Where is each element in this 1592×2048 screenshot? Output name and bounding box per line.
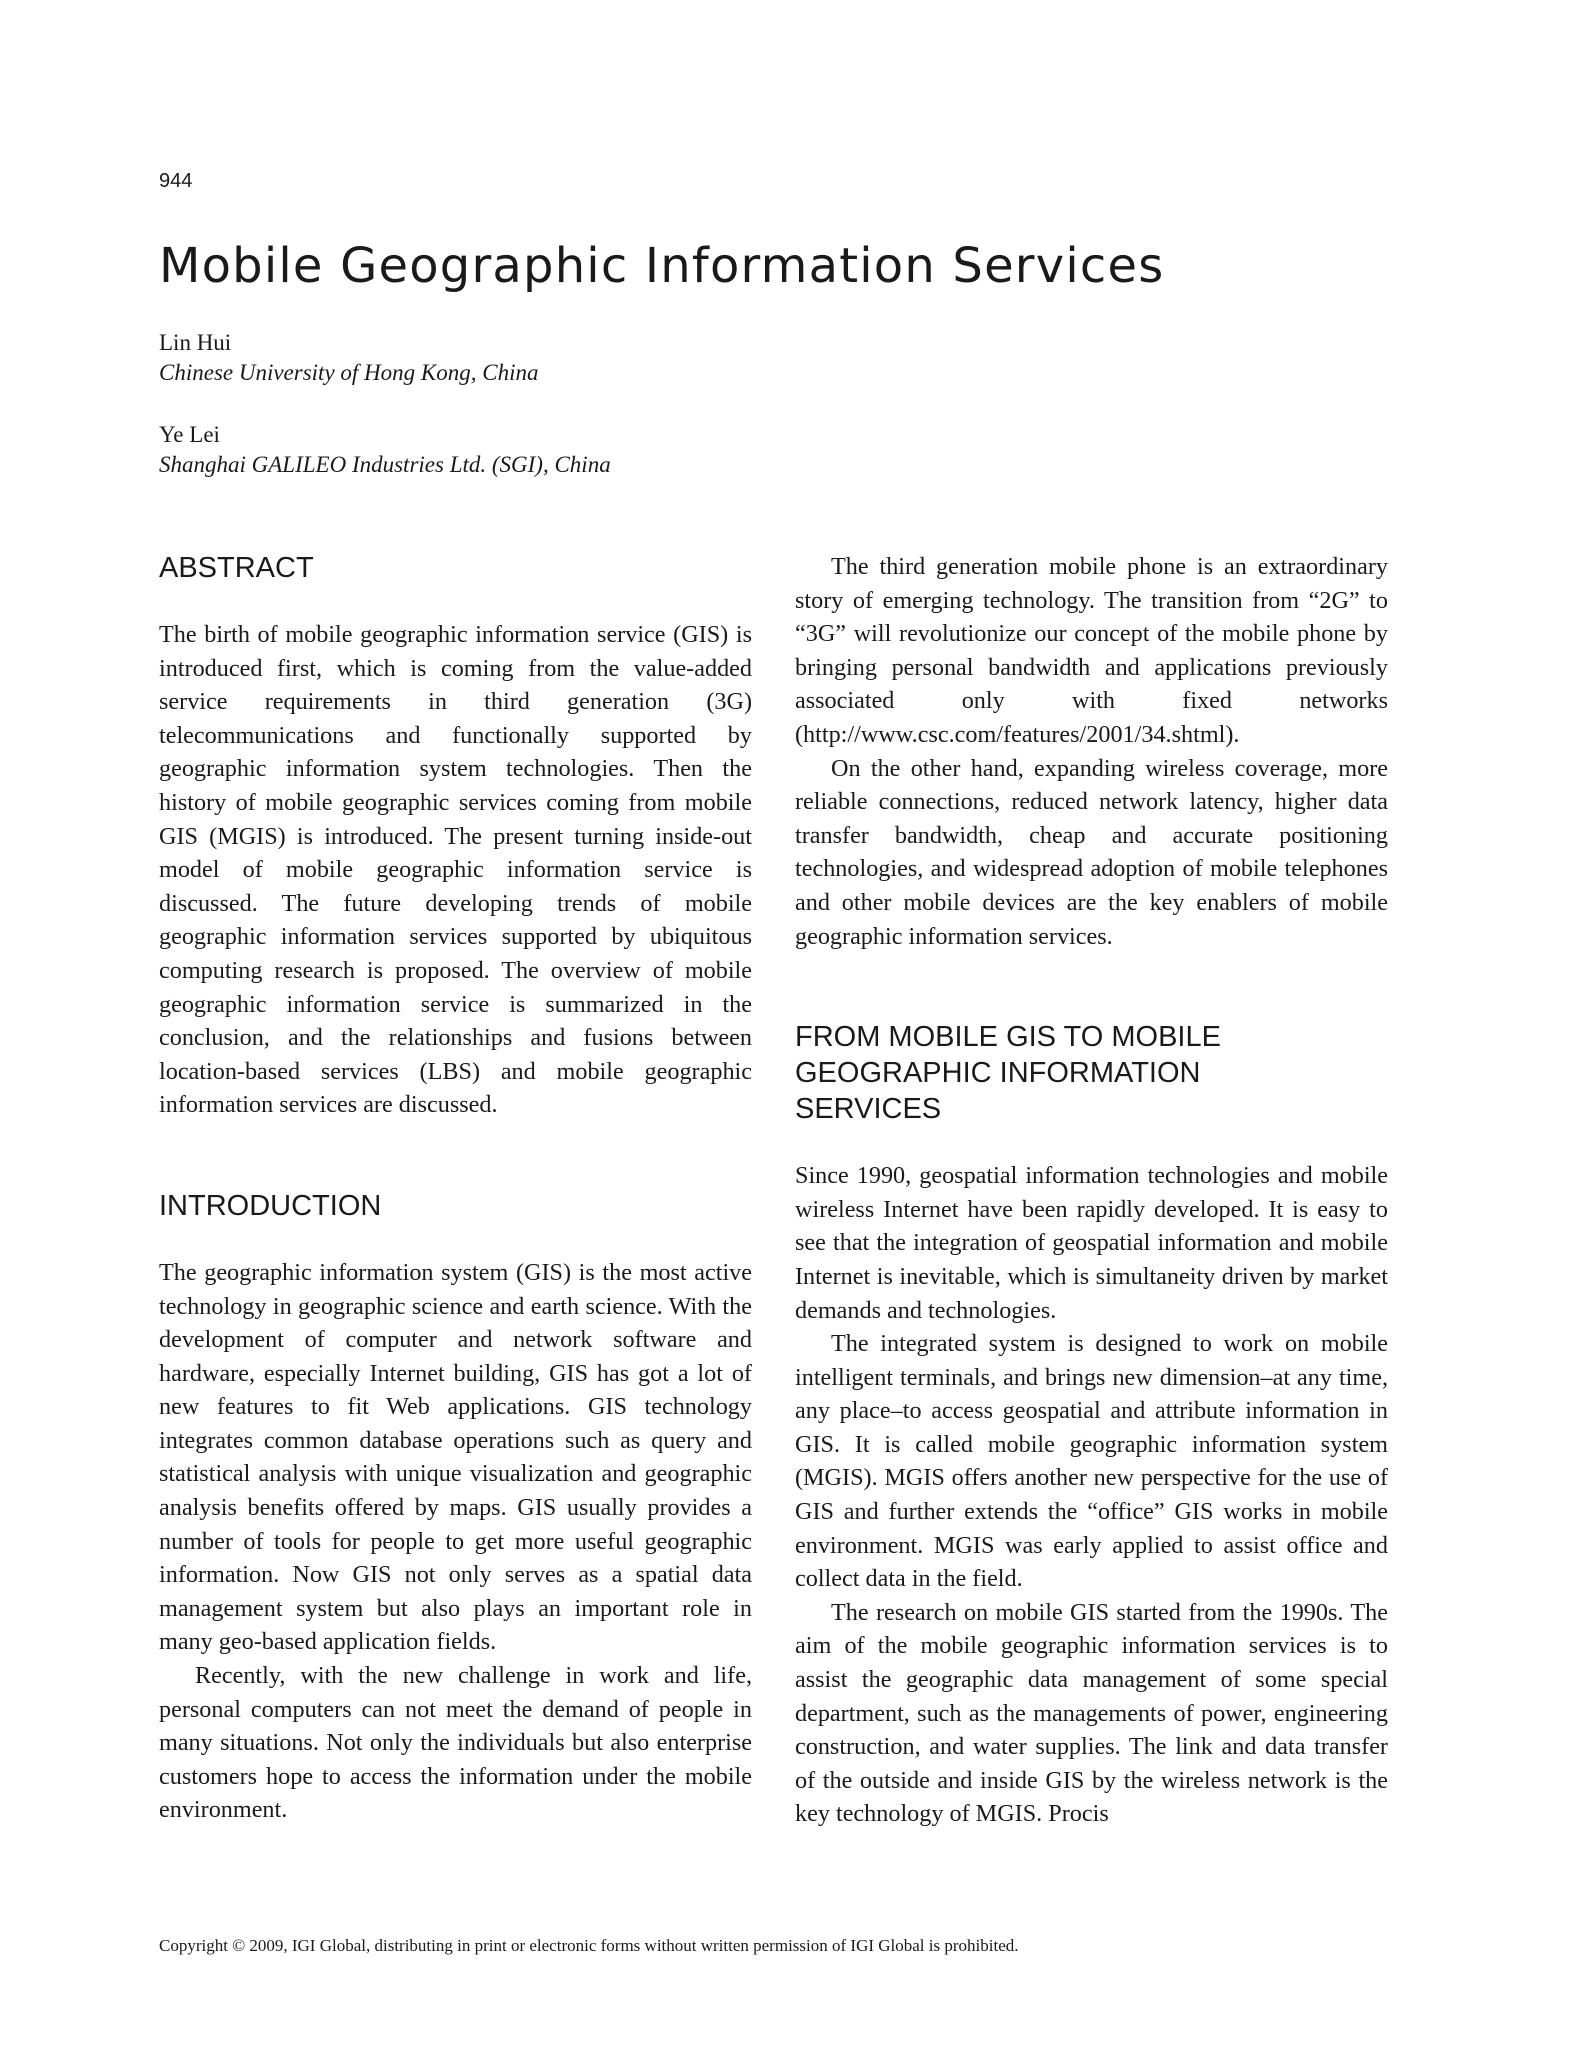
right-column xyxy=(795,550,1388,1831)
mgis-section-heading: FROM MOBILE GIS TO MOBILE GEOGRAPHIC INFORMATION SERVICES xyxy=(795,1021,1221,1126)
author-block xyxy=(159,328,538,388)
author-affiliation: Chinese University of Hong Kong, China xyxy=(159,360,539,385)
paper-title: Mobile Geographic Information Services xyxy=(159,238,1165,294)
introduction-paragraph: Recently, with the new challenge in work and life, personal computers can not meet the demand of people in many situations. Not only the individuals but also enterprise customers hope to access the information under the mobile environment. xyxy=(159,1662,752,1824)
page-number: 944 xyxy=(159,170,193,192)
mgis-paragraph: The research on mobile GIS started from the 1990s. The aim of the mobile geographic information services is to assist the geographic data management of some special department, such as the managements of power, engineering construction, and water supplies. The link and data transfer of the outside and inside GIS by the wireless network is the key technology of MGIS. Procis xyxy=(795,1598,1388,1828)
copyright-footer: Copyright © 2009, IGI Global, distributing in print or electronic forms without written permission of IGI Global is prohibited. xyxy=(159,1936,1019,1955)
author-name: Ye Lei xyxy=(159,422,220,447)
abstract-heading: ABSTRACT xyxy=(159,552,314,584)
introduction-paragraph: The third generation mobile phone is an extraordinary story of emerging technology. The transition from “2G” to “3G” will revolutionize our concept of the mobile phone by bringing personal bandwidth and applications previously associated only with fixed networks (http://www.csc.com/features/2001/34.shtml). xyxy=(795,553,1388,748)
mgis-paragraph: The integrated system is designed to work on mobile intelligent terminals, and brings new dimension–at any time, any place–to access geospatial and attribute information in GIS. It is called mobile geographic information system (MGIS). MGIS offers another new perspective for the use of GIS and further extends the “office” GIS works in mobile environment. MGIS was early applied to assist office and collect data in the field. xyxy=(795,1330,1388,1593)
author-block xyxy=(159,420,611,480)
left-column xyxy=(159,550,752,1827)
mgis-paragraph: Since 1990, geospatial information technologies and mobile wireless Internet have been rapidly developed. It is easy to see that the integration of geospatial information and mobile Internet is inevitable, which is simultaneity driven by market demands and technologies. xyxy=(795,1162,1388,1324)
introduction-heading: INTRODUCTION xyxy=(159,1189,382,1222)
author-affiliation: Shanghai GALILEO Industries Ltd. (SGI), China xyxy=(159,452,611,477)
introduction-paragraph: The geographic information system (GIS) is the most active technology in geographic science and earth science. With the development of computer and network software and hardware, especially Internet building, GIS has got a lot of new features to fit Web applications. GIS technology integrates common database operations such as query and statistical analysis with unique visualization and geographic analysis benefits offered by maps. GIS usually provides a number of tools for people to get more useful geographic information. Now GIS not only serves as a spatial data management system but also plays an important role in many geo-based application fields. xyxy=(159,1258,752,1656)
introduction-paragraph: On the other hand, expanding wireless coverage, more reliable connections, reduced network latency, higher data transfer bandwidth, cheap and accurate positioning technologies, and widespread adoption of mobile telephones and other mobile devices are the key enablers of mobile geographic information services. xyxy=(795,754,1388,950)
author-name: Lin Hui xyxy=(159,330,232,355)
abstract-paragraph: The birth of mobile geographic information service (GIS) is introduced first, which is coming from the value-added service requirements in third generation (3G) telecommunications and functionally supported by geographic information system technologies. Then the history of mobile geographic services coming from mobile GIS (MGIS) is introduced. The present turning inside-out model of mobile geographic information service is discussed. The future developing trends of mobile geographic information services supported by ubiquitous computing research is proposed. The overview of mobile geographic information service is summarized in the conclusion, and the relationships and fusions between location-based services (LBS) and mobile geographic information services are discussed. xyxy=(159,621,752,1119)
